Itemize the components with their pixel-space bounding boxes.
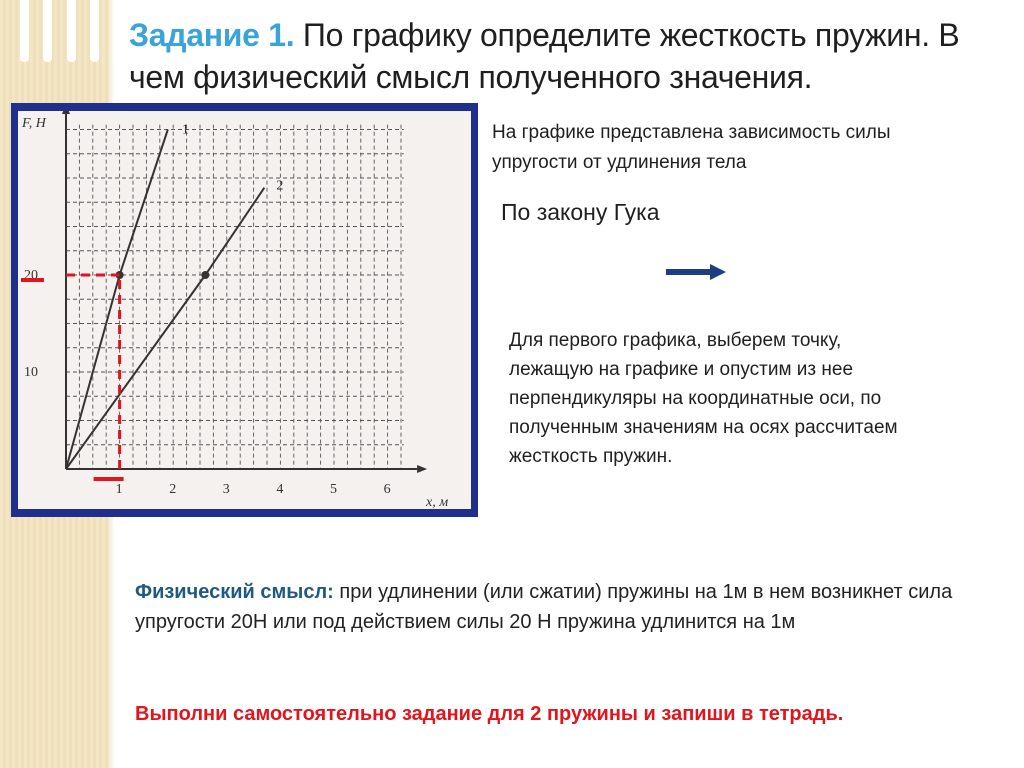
hooke-law-heading: По закону Гука <box>501 199 660 225</box>
x-tick-label: 2 <box>169 482 177 497</box>
title-lead: Задание 1. <box>129 17 295 53</box>
data-point <box>201 271 209 279</box>
x-axis-arrow <box>417 465 427 473</box>
physical-meaning-label: Физический смысл: <box>135 581 334 603</box>
homework-task: Выполни самостоятельно задание для 2 пружины и запиши в тетрадь. <box>135 703 844 725</box>
y-tick-label: 20 <box>24 268 38 283</box>
title-text: По графику определите жесткость пружин. В чем физический смысл полученного значения. <box>129 17 960 95</box>
grid <box>66 122 404 469</box>
y-axis-label: F, Н <box>22 116 46 131</box>
x-axis-label: x, м <box>426 495 449 509</box>
line-1-label: 1 <box>181 122 189 138</box>
slide-title <box>129 14 999 98</box>
graph-area <box>18 111 471 509</box>
force-extension-chart <box>18 111 471 509</box>
x-tick-label: 6 <box>383 482 391 497</box>
line-2-label: 2 <box>276 178 284 194</box>
x-tick-label: 5 <box>330 482 337 497</box>
strip-tab <box>67 0 76 62</box>
strip-tab <box>20 0 29 62</box>
x-tick-label: 1 <box>115 482 123 497</box>
graph-description: На графике представлена зависимость силы упругости от удлинения тела <box>492 122 891 173</box>
right-arrow-icon <box>664 261 728 283</box>
y-axis-arrow <box>62 111 70 114</box>
series-line-2 <box>66 188 264 469</box>
x-tick-label: 3 <box>222 482 230 497</box>
strip-tab <box>90 0 99 62</box>
y-tick-label: 10 <box>24 365 38 380</box>
graph-frame <box>11 103 478 517</box>
method-text: Для первого графика, выберем точку, лежащую на графике и опустим из нее перпендикуляры на координатные оси, по полученным значениям на осях рассчитаем жесткость пружин. <box>509 330 898 467</box>
strip-tab <box>43 0 52 62</box>
x-tick-label: 4 <box>276 482 284 497</box>
physical-meaning <box>135 577 965 637</box>
physical-meaning-text: при удлинении (или сжатии) пружины на 1м в нем возникнет сила упругости 20Н или под действием силы 20 Н пружина удлинится на 1м <box>135 581 953 633</box>
